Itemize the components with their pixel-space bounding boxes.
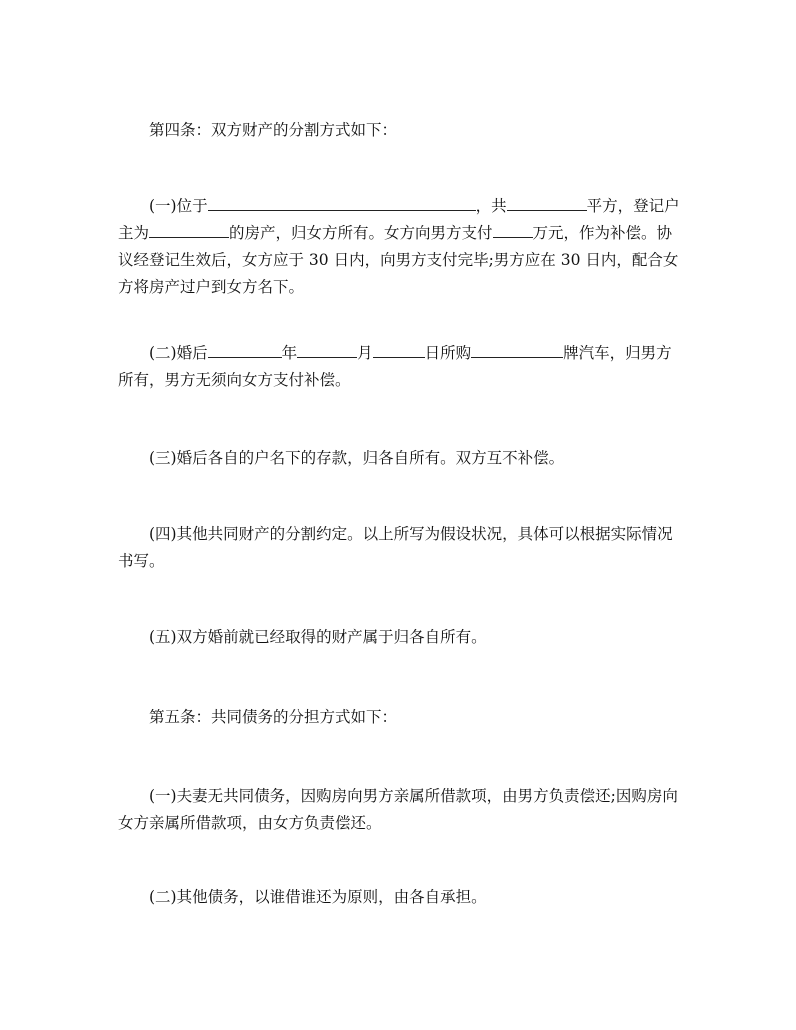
area-blank[interactable]: [507, 195, 587, 211]
article4-item2-text-4: 日所购: [424, 344, 472, 362]
article4-heading: 第四条：双方财产的分割方式如下：: [149, 121, 398, 139]
article5-item1: (一)夫妻无共同债务，因购房向男方亲属所借款项，由男方负责偿还;因购房向女方亲属所借款项，由女方负责偿还。: [118, 787, 678, 832]
owner-blank[interactable]: [149, 222, 229, 238]
year-blank[interactable]: [208, 342, 282, 358]
article4-item1-text-2: ，共: [475, 197, 507, 215]
article4-item1-text-1: (一)位于: [149, 197, 208, 215]
article4-item4: (四)其他共同财产的分割约定。以上所写为假设状况，具体可以根据实际情况书写。: [118, 525, 673, 570]
article4-item2: [118, 340, 683, 394]
article4-item1: [118, 193, 683, 301]
article4-item2-text-3: 月: [357, 344, 373, 362]
article4-item2-text-2: 年: [281, 344, 298, 362]
day-blank[interactable]: [373, 342, 425, 358]
month-blank[interactable]: [297, 342, 357, 358]
article4-item5: (五)双方婚前就已经取得的财产属于归各自所有。: [149, 628, 487, 646]
article4-item2-text-1: (二)婚后: [149, 344, 208, 362]
article4-item1-text-3: 平方，登记户主为: [118, 197, 680, 242]
article4-item2-text-5: 牌汽车，归男方所有，男方无须向女方支付补偿。: [118, 344, 672, 389]
article4-item1-text-4: 的房产，归女方所有。女方向男方支付: [229, 224, 493, 242]
article4-item3: (三)婚后各自的户名下的存款，归各自所有。双方互不补偿。: [149, 449, 565, 467]
article5-item2: (二)其他债务，以谁借谁还为原则，由各自承担。: [149, 888, 487, 906]
compensation-amount-blank[interactable]: [493, 222, 533, 238]
car-brand-blank[interactable]: [471, 342, 563, 358]
article5-heading: 第五条：共同债务的分担方式如下：: [149, 708, 398, 726]
article4-item1-text-5: 万元，作为补偿。协议经登记生效后，女方应于 30 日内，向男方支付完毕;男方应在 30 日内，配合女方将房产过户到女方名下。: [118, 224, 679, 296]
location-blank[interactable]: [208, 195, 476, 211]
